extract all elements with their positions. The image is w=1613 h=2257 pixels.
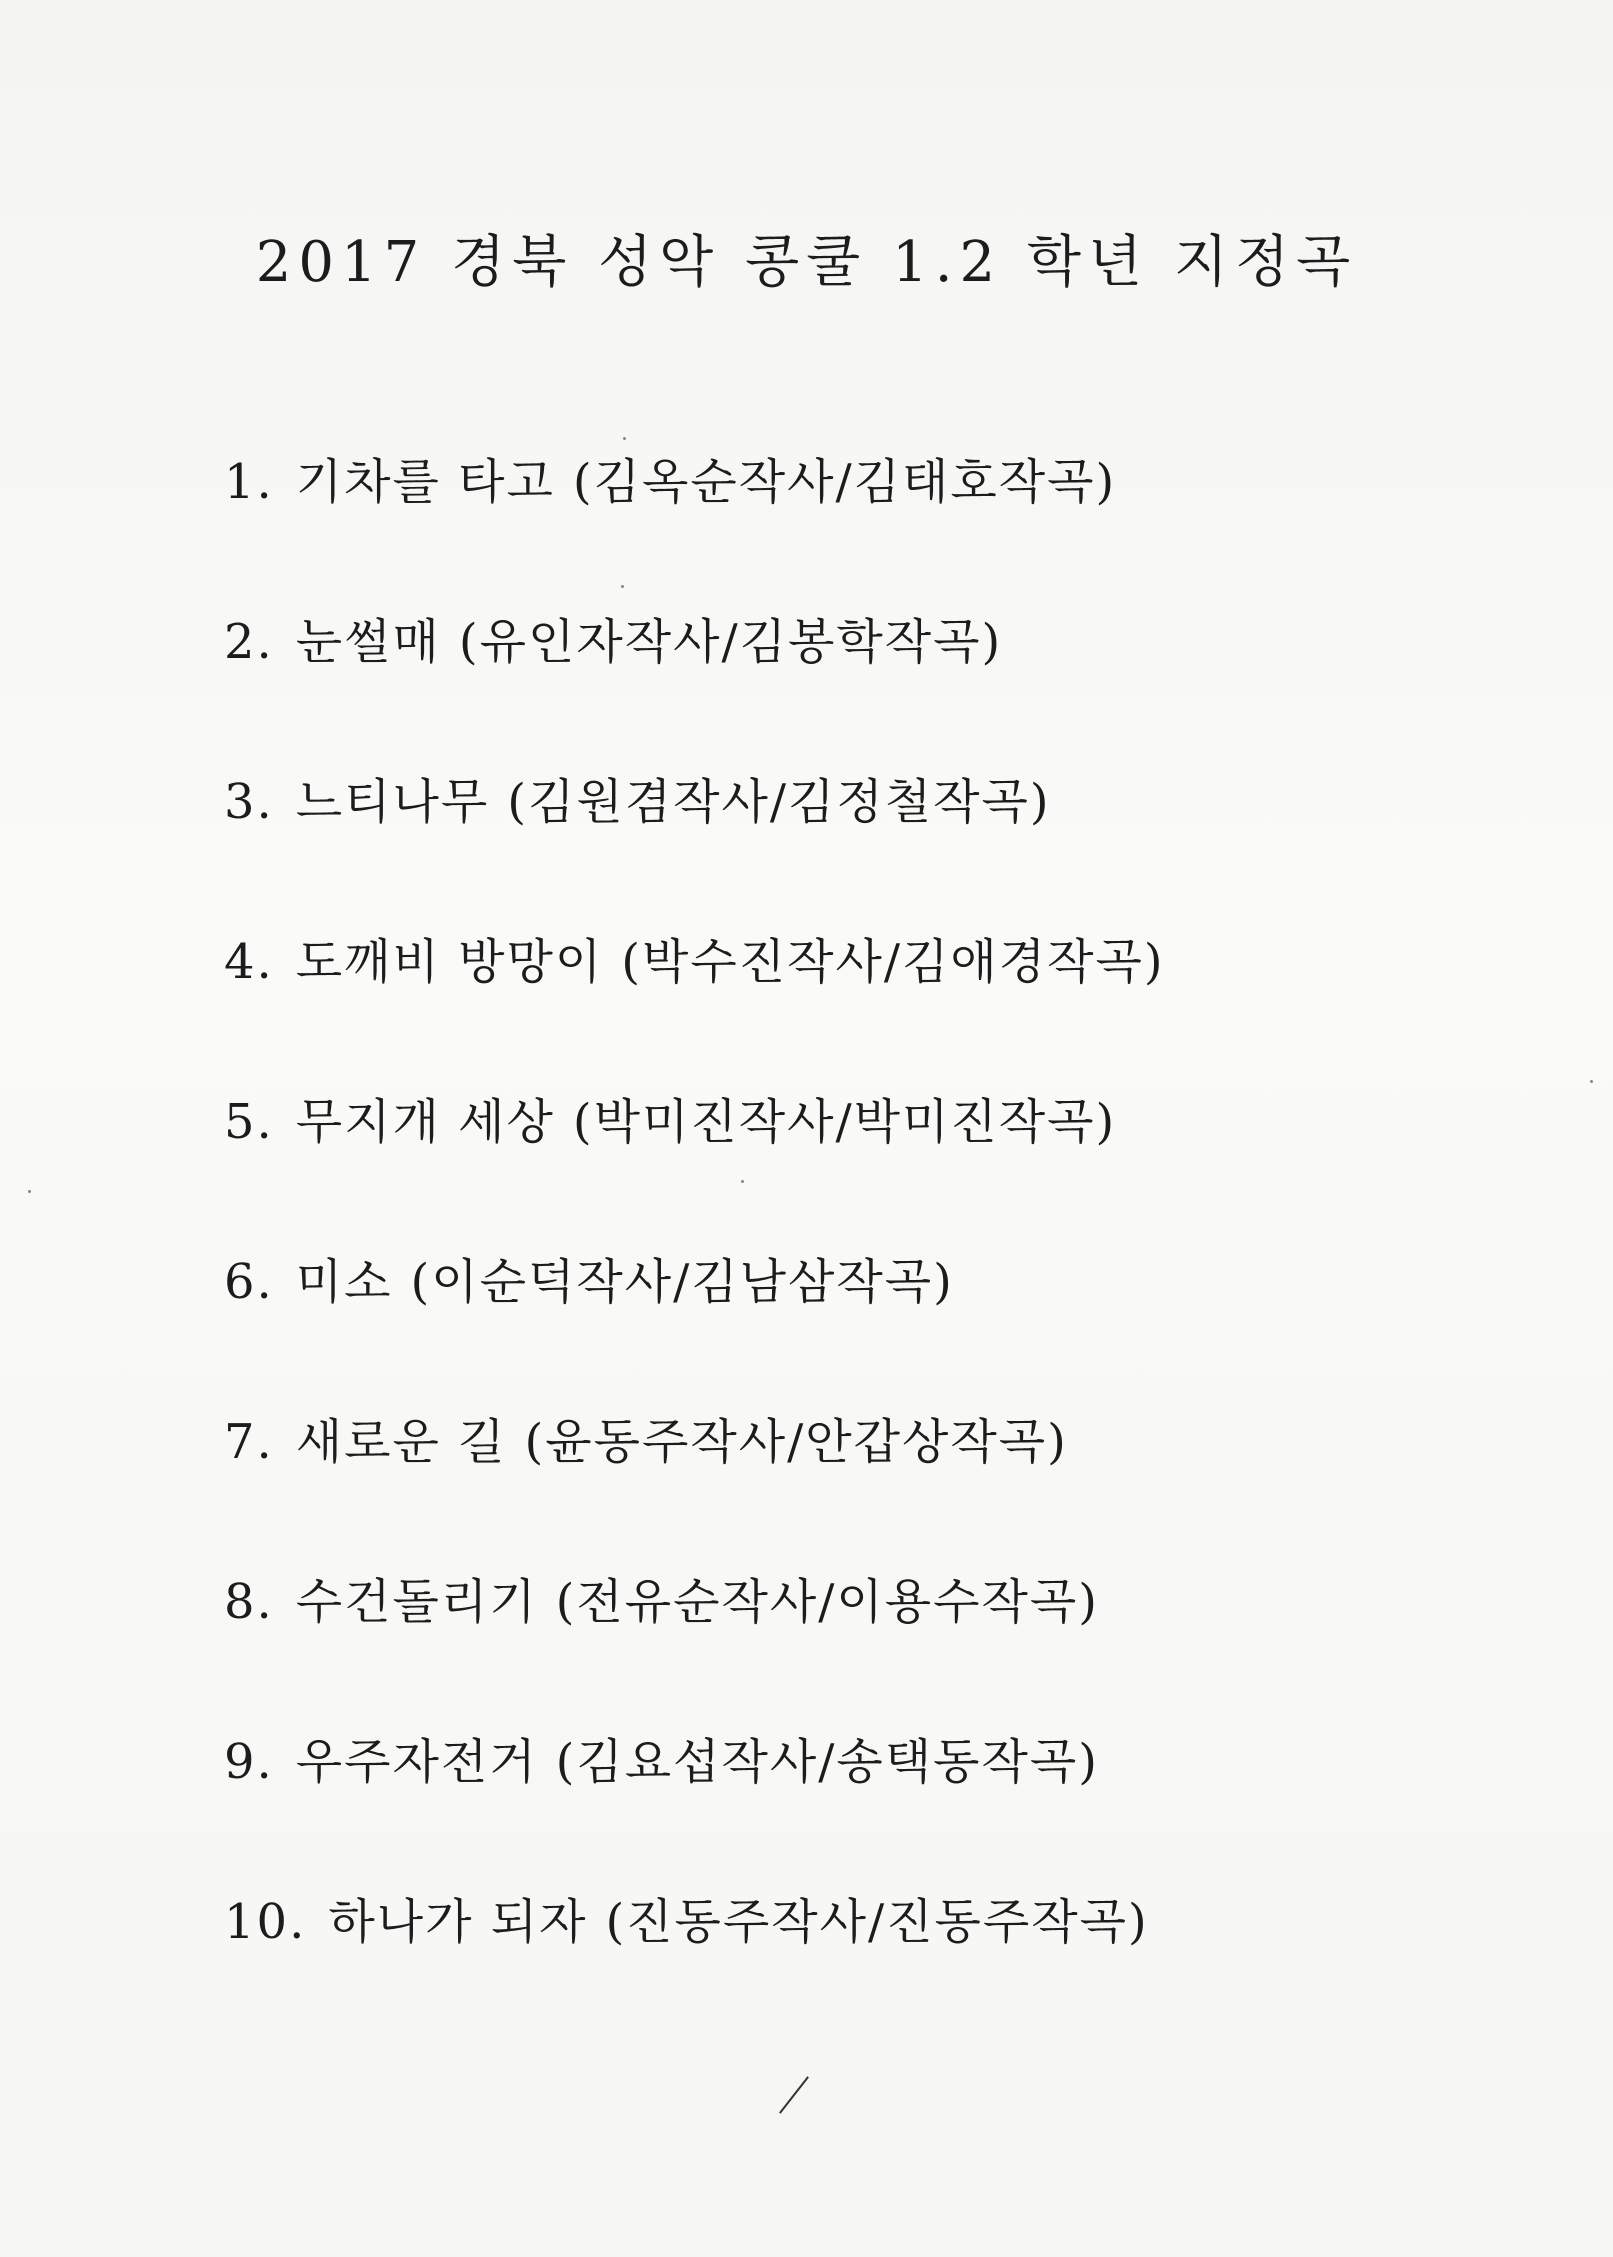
list-item	[224, 442, 1165, 602]
song-title: 무지개 세상	[295, 1094, 555, 1150]
scan-speck	[623, 437, 626, 440]
song-number: 5.	[224, 1094, 274, 1150]
scan-speck	[741, 1180, 744, 1183]
song-number: 3.	[224, 774, 274, 830]
list-item	[224, 922, 1165, 1082]
song-credit: (이순덕작사/김남삼작곡)	[410, 1254, 954, 1310]
song-number: 10.	[224, 1894, 307, 1950]
song-credit: (김원겸작사/김정철작곡)	[507, 774, 1051, 830]
song-list	[224, 442, 1165, 2042]
song-credit: (윤동주작사/안갑상작곡)	[524, 1414, 1068, 1470]
song-credit: (진동주작사/진동주작곡)	[605, 1894, 1149, 1950]
list-item	[224, 1242, 1165, 1402]
song-title: 하나가 되자	[328, 1894, 588, 1950]
song-number: 4.	[224, 934, 274, 990]
list-item	[224, 1082, 1165, 1242]
song-number: 9.	[224, 1734, 274, 1790]
song-number: 8.	[224, 1574, 274, 1630]
scan-speck	[28, 1190, 31, 1193]
song-title: 미소	[295, 1254, 393, 1310]
song-number: 1.	[224, 454, 274, 510]
song-title: 도깨비 방망이	[295, 934, 604, 990]
pen-stroke-mark	[779, 2076, 809, 2113]
song-title: 눈썰매	[295, 614, 441, 670]
song-credit: (김옥순작사/김태호작곡)	[572, 454, 1117, 510]
list-item	[224, 762, 1165, 922]
song-number: 6.	[224, 1254, 274, 1310]
song-number: 2.	[224, 614, 274, 670]
page-title: 2017 경북 성악 콩쿨 1.2 학년 지정곡	[255, 230, 1358, 295]
list-item	[224, 1562, 1165, 1722]
song-credit: (박수진작사/김애경작곡)	[621, 934, 1165, 990]
scan-speck	[1590, 1080, 1593, 1083]
song-title: 새로운 길	[295, 1414, 507, 1470]
list-item	[224, 1882, 1165, 2042]
song-title: 수건돌리기	[295, 1574, 538, 1630]
song-title: 우주자전거	[295, 1734, 538, 1790]
song-title: 기차를 타고	[295, 454, 555, 510]
song-credit: (박미진작사/박미진작곡)	[572, 1094, 1117, 1150]
song-title: 느티나무	[295, 774, 490, 830]
list-item	[224, 602, 1165, 762]
list-item	[224, 1722, 1165, 1882]
list-item	[224, 1402, 1165, 1562]
scan-speck	[621, 585, 624, 588]
song-credit: (김요섭작사/송택동작곡)	[555, 1734, 1099, 1790]
song-credit: (전유순작사/이용수작곡)	[555, 1574, 1099, 1630]
song-credit: (유인자작사/김봉학작곡)	[458, 614, 1003, 670]
song-number: 7.	[224, 1414, 274, 1470]
